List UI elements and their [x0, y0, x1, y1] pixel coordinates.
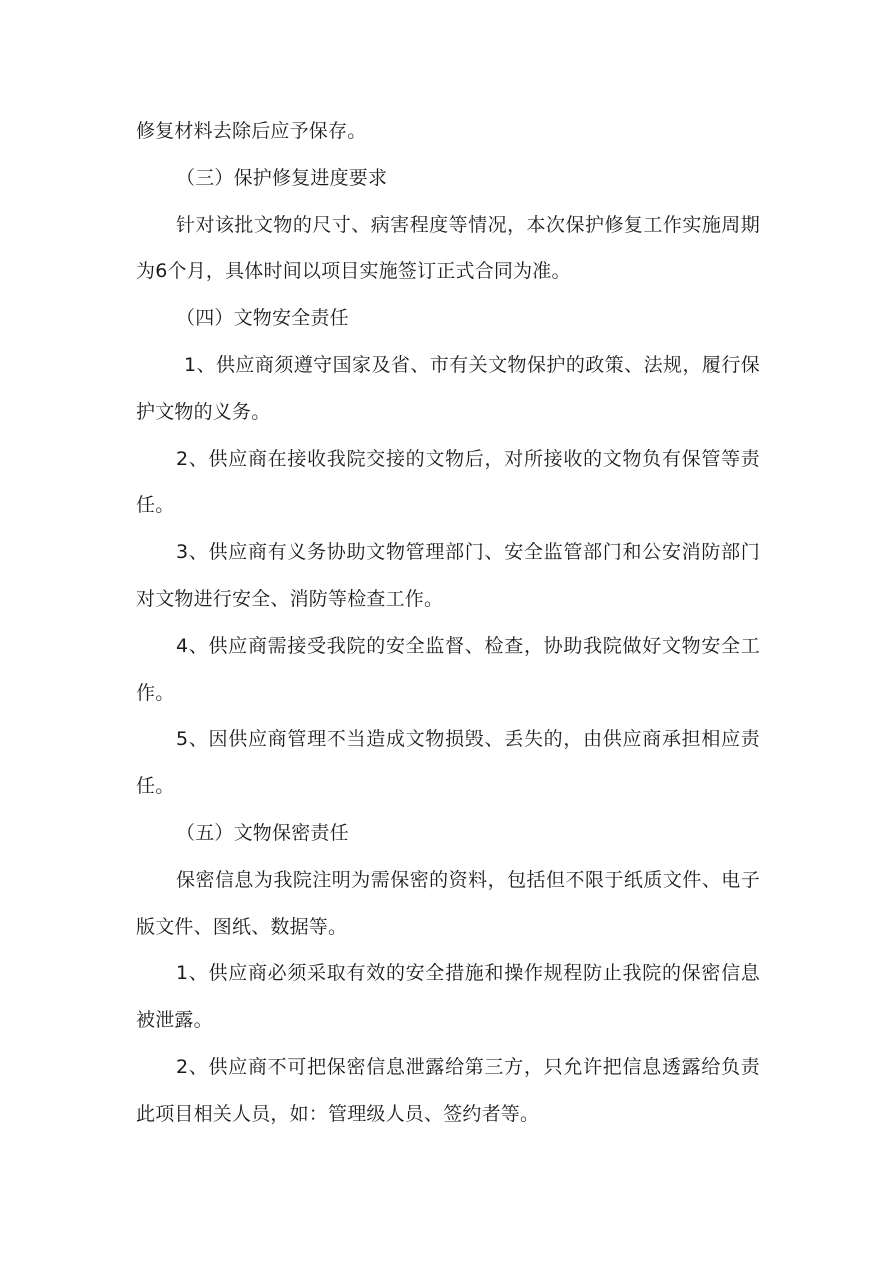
section-heading-safety: （四）文物安全责任 — [176, 307, 349, 330]
section-heading-confidentiality: （五）文物保密责任 — [176, 821, 349, 844]
safety-item-2: 2、供应商在接收我院交接的文物后，对所接收的文物负有保管等责任。 — [136, 447, 760, 517]
confidentiality-item-1: 1、供应商必须采取有效的安全措施和操作规程防止我院的保密信息被泄露。 — [136, 962, 760, 1032]
safety-item-1: 1、供应商须遵守国家及省、市有关文物保护的政策、法规，履行保护文物的义务。 — [136, 353, 760, 423]
safety-item-5: 5、因供应商管理不当造成文物损毁、丢失的，由供应商承担相应责任。 — [136, 728, 760, 798]
document-body — [136, 108, 760, 1138]
paragraph-continuation: 修复材料去除后应予保存。 — [136, 120, 367, 142]
safety-item-3: 3、供应商有义务协助文物管理部门、安全监管部门和公安消防部门对文物进行安全、消防等检查工作。 — [136, 541, 760, 610]
section-heading-progress: （三）保护修复进度要求 — [176, 166, 388, 189]
paragraph-confidentiality: 保密信息为我院注明为需保密的资料，包括但不限于纸质文件、电子版文件、图纸、数据等。 — [136, 868, 760, 938]
safety-item-4: 4、供应商需接受我院的安全监督、检查，协助我院做好文物安全工作。 — [136, 634, 760, 704]
confidentiality-item-2: 2、供应商不可把保密信息泄露给第三方，只允许把信息透露给负责此项目相关人员，如：管理级人员、签约者等。 — [136, 1055, 760, 1125]
paragraph-progress: 针对该批文物的尺寸、病害程度等情况，本次保护修复工作实施周期为6个月，具体时间以项目实施签订正式合同为准。 — [136, 213, 760, 283]
